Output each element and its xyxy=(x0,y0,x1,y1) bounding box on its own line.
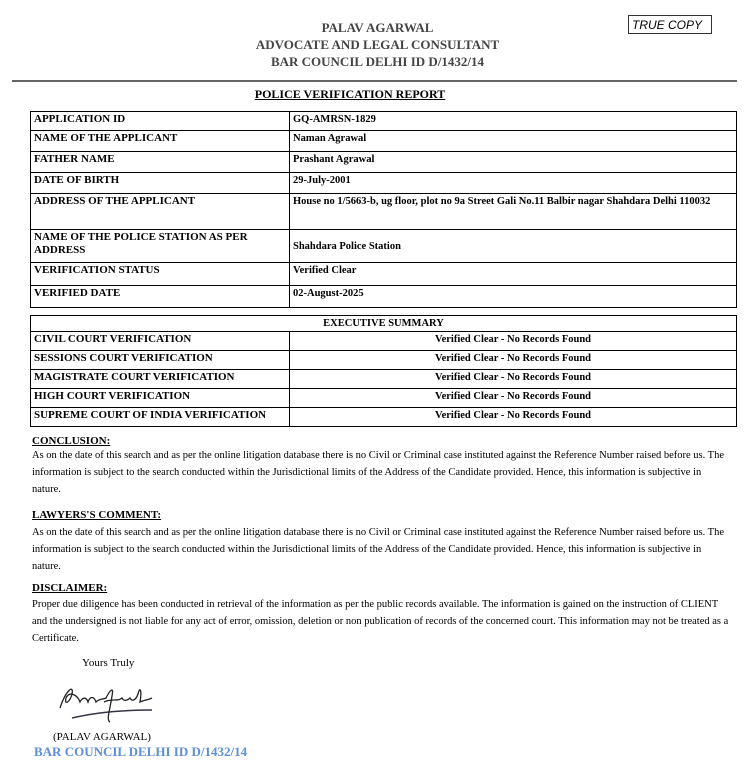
detail-row xyxy=(31,286,737,308)
summary-label: HIGH COURT VERIFICATION xyxy=(31,389,290,408)
summary-row xyxy=(31,408,737,427)
detail-value: 02-August-2025 xyxy=(290,286,737,308)
detail-value: GQ-AMRSN-1829 xyxy=(290,112,737,131)
detail-row xyxy=(31,152,737,173)
comment-heading: LAWYERS'S COMMENT: xyxy=(32,509,162,521)
letterhead-designation: ADVOCATE AND LEGAL CONSULTANT xyxy=(255,37,500,52)
detail-value: House no 1/5663-b, ug floor, plot no 9a Street Gali No.11 Balbir nagar Shahdara Delhi 110032 xyxy=(290,194,737,230)
detail-value: 29-July-2001 xyxy=(290,173,737,194)
summary-value: Verified Clear - No Records Found xyxy=(290,389,737,408)
detail-row xyxy=(31,230,737,263)
conclusion-text: As on the date of this search and as per the online litigation database there is no Civil or Criminal case instituted against the Reference Number raised before us. The information is subject to the search conducted within the Jurisdictional limits of the Address of the Candidate provided. Hence, this information is subjective in nature. xyxy=(32,450,725,495)
detail-label: VERIFICATION STATUS xyxy=(31,263,290,286)
detail-row xyxy=(31,173,737,194)
signatory-name: (PALAV AGARWAL) xyxy=(53,731,151,743)
closing: Yours Truly xyxy=(82,657,135,669)
detail-label: DATE OF BIRTH xyxy=(31,173,290,194)
summary-value: Verified Clear - No Records Found xyxy=(290,351,737,370)
disclaimer-text: Proper due diligence has been conducted in retrieval of the information as per the public records available. The information is gained on the instruction of CLIENT and the undersigned is not liable for any act of error, omission, deletion or non publication of records of the concerned court. This information may not be treated as a Certificate. xyxy=(32,599,729,644)
letterhead-name: PALAV AGARWAL xyxy=(321,20,434,35)
detail-label: NAME OF THE APPLICANT xyxy=(31,131,290,152)
detail-value: Shahdara Police Station xyxy=(290,230,737,263)
summary-title: EXECUTIVE SUMMARY xyxy=(31,316,737,332)
comment-text: As on the date of this search and as per the online litigation database there is no Civil or Criminal case instituted against the Reference Number raised before us. The information is subject to the search conducted within the Jurisdictional limits of the Address of the Candidate provided. Hence, this information is subjective in nature. xyxy=(32,527,725,572)
summary-row xyxy=(31,332,737,351)
true-copy-stamp: TRUE COPY xyxy=(628,15,712,34)
summary-row xyxy=(31,389,737,408)
detail-row xyxy=(31,112,737,131)
conclusion-heading: CONCLUSION: xyxy=(32,435,111,447)
summary-label: SUPREME COURT OF INDIA VERIFICATION xyxy=(31,408,290,427)
header-divider xyxy=(12,80,737,82)
details-table xyxy=(30,111,737,308)
detail-value: Naman Agrawal xyxy=(290,131,737,152)
detail-label: FATHER NAME xyxy=(31,152,290,173)
detail-label: VERIFIED DATE xyxy=(31,286,290,308)
summary-label: SESSIONS COURT VERIFICATION xyxy=(31,351,290,370)
detail-row xyxy=(31,194,737,230)
summary-label: MAGISTRATE COURT VERIFICATION xyxy=(31,370,290,389)
signature xyxy=(52,680,157,730)
summary-row xyxy=(31,370,737,389)
detail-label: ADDRESS OF THE APPLICANT xyxy=(31,194,290,230)
detail-row xyxy=(31,263,737,286)
report-title: POLICE VERIFICATION REPORT xyxy=(254,87,446,101)
summary-value: Verified Clear - No Records Found xyxy=(290,408,737,427)
letterhead-bar-id: BAR COUNCIL DELHI ID D/1432/14 xyxy=(270,54,485,69)
summary-value: Verified Clear - No Records Found xyxy=(290,332,737,351)
executive-summary-table xyxy=(30,315,737,427)
detail-label: APPLICATION ID xyxy=(31,112,290,131)
detail-label: NAME OF THE POLICE STATION AS PER ADDRESS xyxy=(31,230,290,263)
detail-value: Verified Clear xyxy=(290,263,737,286)
summary-value: Verified Clear - No Records Found xyxy=(290,370,737,389)
detail-value: Prashant Agrawal xyxy=(290,152,737,173)
disclaimer-heading: DISCLAIMER: xyxy=(32,582,108,594)
signoff-bar-id: BAR COUNCIL DELHI ID D/1432/14 xyxy=(34,744,248,759)
summary-label: CIVIL COURT VERIFICATION xyxy=(31,332,290,351)
summary-row xyxy=(31,351,737,370)
detail-row xyxy=(31,131,737,152)
